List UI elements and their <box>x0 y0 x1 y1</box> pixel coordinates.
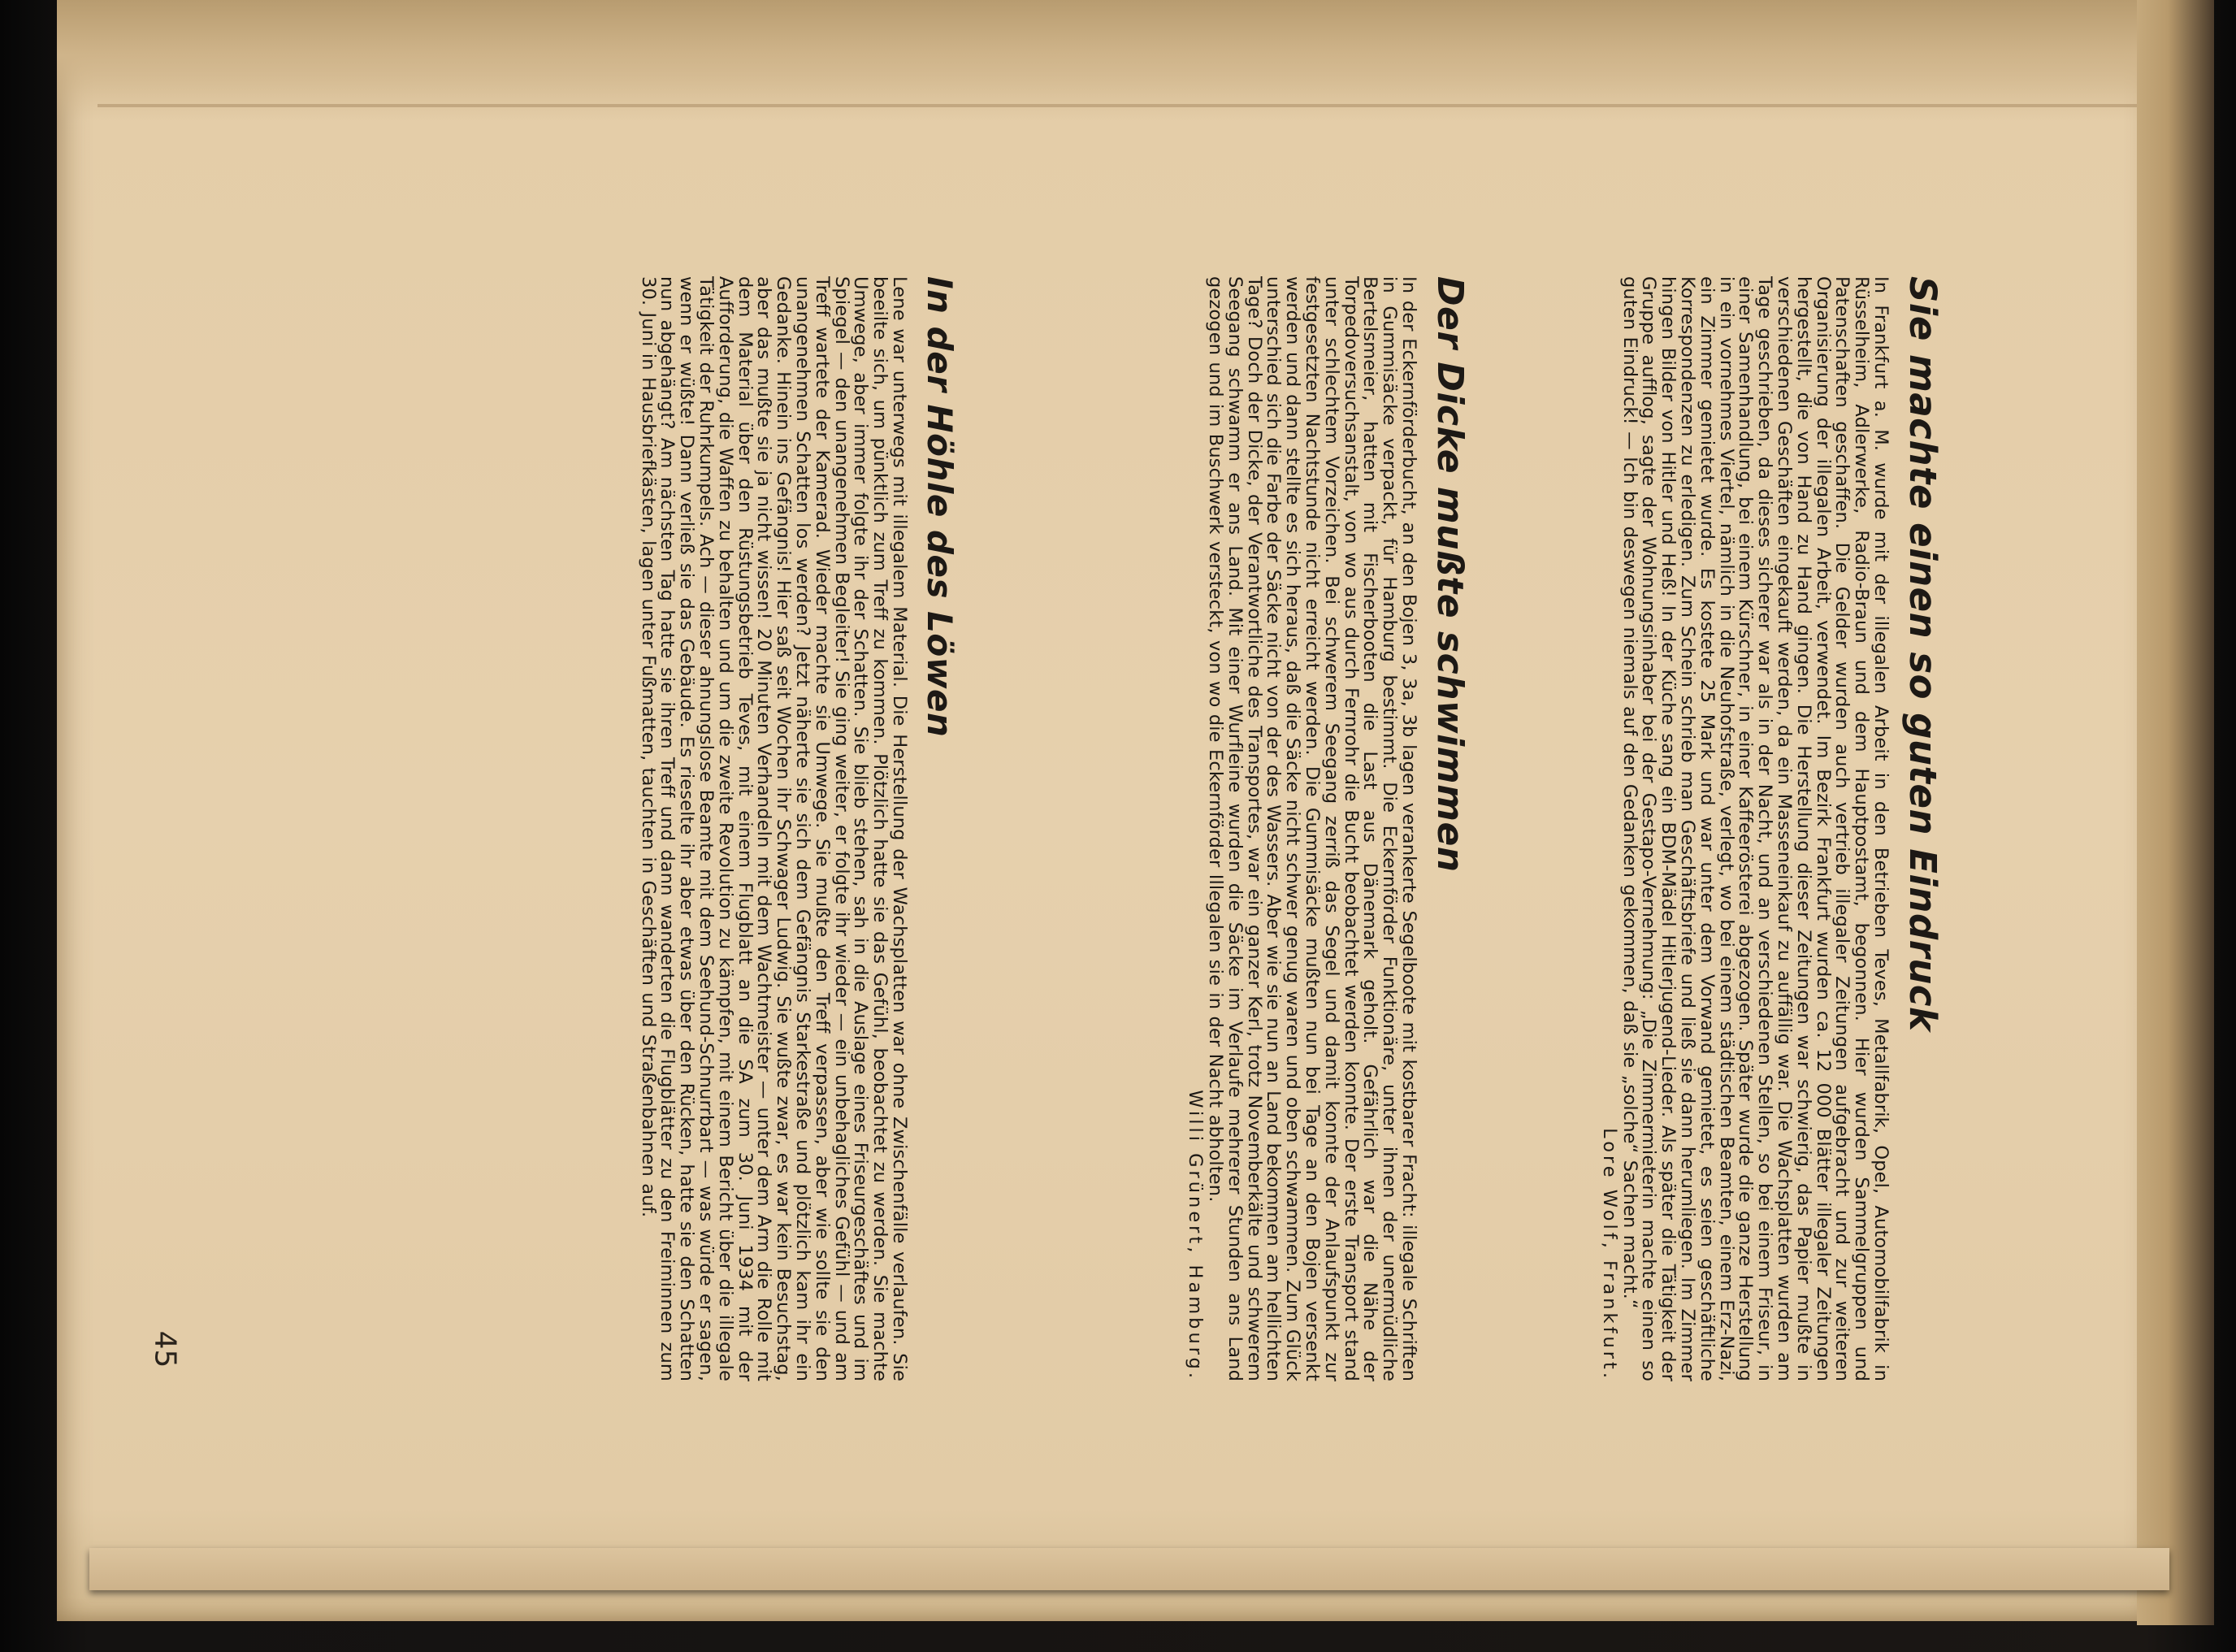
page-right-edge <box>2137 0 2214 1625</box>
article-2-body: In der Eckernförderbucht, an den Bojen 3, 3a, 3b lagen verankerte Segelboote mit kostbarer Fracht: illegale Schriften in Gummisäcke verpackt, für Hamburg bestimmt. Die Eckernförder Funktionäre, unter ihnen der unermüdliche Bertelsmeier, hatten mit Fischerbooten die Last aus Dänemark geholt. Gefährlich war die Nähe der Torpedoversuchsanstalt, von wo aus durch Fernrohr die Bucht beobachtet werden konnte. Der erste Transport stand unter schlechtem Vorzeichen. Bei schwerem Seegang zerriß das Segel und damit konnte der Anlaufspunkt zur festgesetzten Nachtstunde nicht erreicht werden. Die Gummisäcke mußten nun bei Tage an den Bojen versenkt werden und dann stellte es sich heraus, daß die Säcke nicht schwer genug waren und oben schwammen. Zum Glück unterschied sich die Farbe der Säcke nicht von der des Wassers. Aber wie sie nun an Land bekommen am hellichten Tage? Doch der Dicke, der Verantwortliche des Transportes, war ein ganzer Kerl, trotz Novemberkälte und schwerem Seegang schwamm er ans Land. Mit einer Wurfleine wurden die Säcke im Verlaufe mehrerer Stunden ans Land gezogen und im Buschwerk versteckt, von wo die Eckernförder Illegalen sie in der Nacht abholten. <box>1205 276 1419 1381</box>
rotated-text-block <box>303 276 1944 1381</box>
article-3-body: Lene war unterwegs mit illegalem Material. Die Herstellung der Wachsplatten war ohne Zwischenfälle verlaufen. Sie beeilte sich, um pünktlich zum Treff zu kommen. Plötzlich hatte sie das Gefühl, beobachtet zu werden. Sie machte Umwege, aber immer folgte ihr der Schatten. Sie blieb stehen, sah in die Auslage eines Friseurgeschäftes und im Spiegel — den unangenehmen Begleiter! Sie ging weiter, er folgte ihr wieder — ein unbehagliches Gefühl — und am Treff wartete der Kamerad. Wieder machte sie Umwege. Sie mußte den Treff verpassen, aber wie sollte sie den unangenehmen Schatten los werden? Jetzt näherte sie sich dem Gefängnis Starkestraße und plötzlich kam ihr ein Gedanke. Hinein ins Gefängnis! Hier saß seit Wochen ihr Schwager Ludwig. Sie wußte zwar, es war kein Besuchstag, aber das mußte sie ja nicht wissen! 20 Minuten Verhandeln mit dem Wachtmeister — unter dem Arm die Rolle mit dem Material über den Rüstungsbetrieb Teves, mit einem Flugblatt an die SA zum 30. Juni 1934 mit der Aufforderung, die Waffen zu behalten und um die zweite Revolution zu kämpfen, mit einem Bericht über die illegale Tätigkeit der Ruhrkumpels. Ach — dieser ahnungslose Beamte mit dem Seehund-Schnurrbart — was würde er sagen, wenn er wüßte! Dann verließ sie das Gebäude. Es rieselte ihr aber etwas über den Rücken, hatte sie den Schatten nun abgehängt? Am nächsten Tag hatte sie ihren Treff und dann wanderten die Flugblätter zu den Freiminnen zum 30. Juni in Hausbriefkästen, lagen unter Fußmatten, tauchten in Geschäften und Straßenbahnen auf. <box>637 276 910 1381</box>
page-number: 45 <box>148 1330 182 1368</box>
article-1-body: In Frankfurt a. M. wurde mit der illegalen Arbeit in den Betrieben Teves, Metallfabrik, Opel, Automobilfabrik in Rüsselheim, Adlerwerke, Radio-Braun und dem Hauptpostamt, begonnen. Hier wurden Sammelgruppen und Patenschaften geschaffen. Die Gelder wurden auch vertrieb illegaler Zeitungen aufgebracht und zur weiteren Organisierung der illegalen Arbeit, verwendet. Im Bezirk Frankfurt wurden ca. 12 000 Blätter illegaler Zeitungen hergestellt, die von Hand zu Hand gingen. Die Herstellung dieser Zeitungen war schwierig, das Papier mußte in verschiedenen Geschäften eingekauft werden, da ein Masseneinkauf zu auffällig war. Die Wachsplatten wurden am Tage geschrieben, da dieses sicherer war als in der Nacht, und an verschiedenen Stellen, so bei einem Friseur, in einer Samenhandlung, bei einem Kürschner, in einer Kaffeerösterei abgezogen. Später wurde die ganze Herstellung in ein vornehmes Viertel, nämlich in die Neuhofstraße, verlegt, wo bei einem städtischen Beamten, einem Erz-Nazi, ein Zimmer gemietet wurde. Es kostete 25 Mark und war unter dem Vorwand gemietet, es seien geschäftliche Korrespondenzen zu erledigen. Zum Schein schrieb man Geschäftsbriefe und ließ sie dann herumliegen. Im Zimmer hingen Bilder von Hitler und Heß! In der Küche sang ein BDM-Mädel Hitlerjugend-Lieder. Als später die Tätigkeit der Gruppe aufflog, sagte der Wohnungsinhaber bei der Gestapo-Vernehmung: „Die Zimmermieterin machte einen so guten Eindruck! — Ich bin deswegen niemals auf den Gedanken gekommen, daß sie „solche“ Sachen macht.“ <box>1618 276 1892 1381</box>
article-2-title: Der Dicke mußte schwimmen <box>1429 276 1471 873</box>
article-1-title: Sie machte einen so guten Eindruck <box>1901 276 1944 1032</box>
article-3-title: In der Höhle des Löwen <box>920 276 960 738</box>
article-1 <box>1600 276 1944 1381</box>
article-2 <box>1185 276 1471 1381</box>
article-2-author: Willi Grünert, Hamburg. <box>1185 1090 1207 1381</box>
page-bottom-edge <box>89 1548 2169 1590</box>
article-1-author: Lore Wolf, Frankfurt. <box>1598 1128 1620 1381</box>
gutter-fold-line <box>98 104 2145 107</box>
article-3 <box>638 276 960 1381</box>
